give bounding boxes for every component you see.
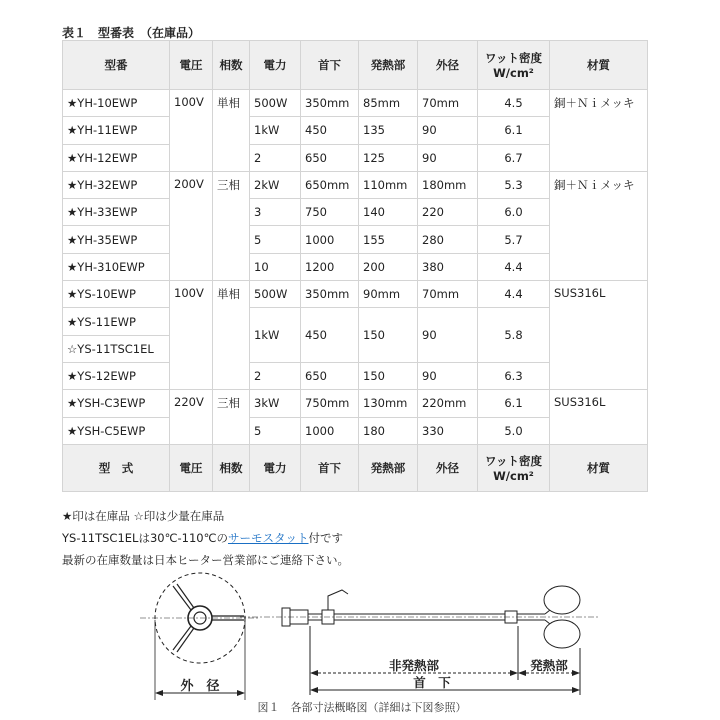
col-power: 電力 (250, 41, 301, 90)
heat-cell: 135 (359, 117, 418, 144)
model-cell: ★YH-35EWP (63, 226, 170, 253)
watt-density-cell: 6.1 (478, 390, 550, 417)
neck-cell: 650 (301, 144, 359, 171)
watt-density-cell: 6.1 (478, 117, 550, 144)
model-table (62, 40, 648, 492)
watt-density-cell: 6.0 (478, 199, 550, 226)
model-cell: ★YS-11EWP (63, 308, 170, 335)
neck-cell: 1000 (301, 417, 359, 444)
heat-cell: 140 (359, 199, 418, 226)
power-cell: 500W (250, 281, 301, 308)
watt-density-cell: 5.7 (478, 226, 550, 253)
model-cell: ★YH-10EWP (63, 90, 170, 117)
model-cell: ★YSH-C3EWP (63, 390, 170, 417)
power-cell: 5 (250, 226, 301, 253)
diameter-cell: 380 (418, 253, 478, 280)
neck-cell: 450 (301, 308, 359, 363)
model-cell: ★YH-12EWP (63, 144, 170, 171)
diameter-cell: 220 (418, 199, 478, 226)
phase-cell: 三相 (213, 390, 250, 445)
power-cell: 1kW (250, 308, 301, 363)
neck-label: 首 下 (413, 675, 451, 690)
diameter-cell: 70mm (418, 281, 478, 308)
diameter-cell: 90 (418, 144, 478, 171)
table-row (63, 281, 648, 308)
model-cell: ★YS-12EWP (63, 362, 170, 389)
material-cell: 銅＋Ｎｉメッキ (550, 171, 648, 280)
non-heat-label: 非発熱部 (388, 658, 440, 673)
header-row (63, 41, 648, 90)
heat-cell: 90mm (359, 281, 418, 308)
diameter-cell: 180mm (418, 171, 478, 198)
neck-cell: 450 (301, 117, 359, 144)
model-cell: ★YH-310EWP (63, 253, 170, 280)
power-cell: 5 (250, 417, 301, 444)
table-row (63, 171, 648, 198)
heat-cell: 200 (359, 253, 418, 280)
foot-phase: 相数 (213, 444, 250, 491)
watt-density-cell: 4.5 (478, 90, 550, 117)
watt-density-cell: 5.8 (478, 308, 550, 363)
heat-cell: 110mm (359, 171, 418, 198)
heat-cell: 130mm (359, 390, 418, 417)
voltage-cell: 100V (170, 90, 213, 172)
power-cell: 10 (250, 253, 301, 280)
note-thermostat: YS-11TSC1ELは30℃-110℃のサーモスタット付です (62, 531, 344, 545)
foot-watt-density: ワット密度 W/cm² (478, 444, 550, 491)
note-stock-legend: ★印は在庫品 ☆印は少量在庫品 (62, 509, 225, 523)
phase-cell: 三相 (213, 171, 250, 280)
watt-density-cell: 6.7 (478, 144, 550, 171)
col-neck: 首下 (301, 41, 359, 90)
model-cell: ☆YS-11TSC1EL (63, 335, 170, 362)
foot-neck: 首下 (301, 444, 359, 491)
foot-material: 材質 (550, 444, 648, 491)
diameter-cell: 220mm (418, 390, 478, 417)
foot-power: 電力 (250, 444, 301, 491)
watt-density-cell: 4.4 (478, 281, 550, 308)
table-row (63, 90, 648, 117)
diameter-cell: 90 (418, 308, 478, 363)
power-cell: 2 (250, 144, 301, 171)
diameter-cell: 90 (418, 362, 478, 389)
model-cell: ★YH-33EWP (63, 199, 170, 226)
col-voltage: 電圧 (170, 41, 213, 90)
material-cell: SUS316L (550, 390, 648, 445)
heat-cell: 150 (359, 308, 418, 363)
foot-model: 型 式 (63, 444, 170, 491)
neck-cell: 650mm (301, 171, 359, 198)
model-cell: ★YH-11EWP (63, 117, 170, 144)
material-cell: 銅＋Ｎｉメッキ (550, 90, 648, 172)
figure-caption: 図１ 各部寸法概略図（詳細は下図参照） (257, 701, 467, 714)
watt-density-cell: 6.3 (478, 362, 550, 389)
material-cell: SUS316L (550, 281, 648, 390)
voltage-cell: 100V (170, 281, 213, 390)
heat-cell: 180 (359, 417, 418, 444)
power-cell: 3kW (250, 390, 301, 417)
neck-cell: 1000 (301, 226, 359, 253)
heat-cell: 150 (359, 362, 418, 389)
voltage-cell: 220V (170, 390, 213, 445)
neck-cell: 750mm (301, 390, 359, 417)
col-model: 型番 (63, 41, 170, 90)
table-row (63, 390, 648, 417)
notes (62, 505, 349, 571)
thermostat-link[interactable]: サーモスタット (228, 531, 309, 545)
neck-cell: 350mm (301, 281, 359, 308)
power-cell: 3 (250, 199, 301, 226)
outer-diameter-label: 外 径 (180, 679, 220, 694)
foot-diameter: 外径 (418, 444, 478, 491)
power-cell: 2 (250, 362, 301, 389)
table-caption: 表１ 型番表 （在庫品） (62, 26, 201, 40)
model-cell: ★YH-32EWP (63, 171, 170, 198)
power-cell: 1kW (250, 117, 301, 144)
diameter-cell: 70mm (418, 90, 478, 117)
voltage-cell: 200V (170, 171, 213, 280)
power-cell: 2kW (250, 171, 301, 198)
heat-cell: 85mm (359, 90, 418, 117)
watt-density-cell: 5.3 (478, 171, 550, 198)
note-contact: 最新の在庫数量は日本ヒーター営業部にご連絡下さい。 (62, 553, 350, 567)
neck-cell: 1200 (301, 253, 359, 280)
phase-cell: 単相 (213, 281, 250, 390)
col-phase: 相数 (213, 41, 250, 90)
heat-part-label: 発熱部 (530, 658, 568, 673)
model-cell: ★YSH-C5EWP (63, 417, 170, 444)
neck-cell: 350mm (301, 90, 359, 117)
phase-cell: 単相 (213, 90, 250, 172)
watt-density-cell: 5.0 (478, 417, 550, 444)
foot-heat-part: 発熱部 (359, 444, 418, 491)
dimension-diagram (0, 570, 720, 720)
neck-cell: 750 (301, 199, 359, 226)
heat-cell: 125 (359, 144, 418, 171)
col-material: 材質 (550, 41, 648, 90)
footer-row (63, 444, 648, 491)
heat-cell: 155 (359, 226, 418, 253)
diameter-cell: 90 (418, 117, 478, 144)
diameter-cell: 280 (418, 226, 478, 253)
col-heat-part: 発熱部 (359, 41, 418, 90)
foot-voltage: 電圧 (170, 444, 213, 491)
neck-cell: 650 (301, 362, 359, 389)
power-cell: 500W (250, 90, 301, 117)
model-cell: ★YS-10EWP (63, 281, 170, 308)
col-watt-density: ワット密度 W/cm² (478, 41, 550, 90)
col-diameter: 外径 (418, 41, 478, 90)
watt-density-cell: 4.4 (478, 253, 550, 280)
diameter-cell: 330 (418, 417, 478, 444)
